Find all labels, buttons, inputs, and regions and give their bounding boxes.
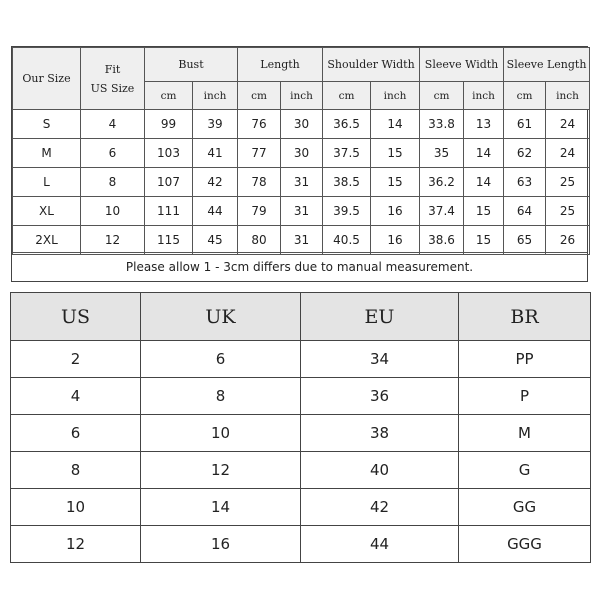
header-sleeve-length: Sleeve Length: [504, 48, 590, 82]
conversion-cell: 34: [301, 341, 459, 378]
size-row: [13, 197, 590, 226]
conversion-cell: 40: [301, 452, 459, 489]
conversion-row: [11, 526, 591, 563]
conversion-row: [11, 378, 591, 415]
unit-cm: cm: [504, 82, 546, 110]
header-uk: UK: [141, 293, 301, 341]
conversion-cell: 6: [141, 341, 301, 378]
size-cell: 39: [193, 110, 238, 139]
size-cell: 37.4: [420, 197, 464, 226]
conversion-cell: 10: [11, 489, 141, 526]
header-us-size: US Size: [90, 81, 135, 95]
conversion-row: [11, 452, 591, 489]
size-cell: 44: [193, 197, 238, 226]
size-cell: 111: [145, 197, 193, 226]
size-cell: 30: [281, 139, 323, 168]
size-cell: 39.5: [323, 197, 371, 226]
size-row: [13, 226, 590, 255]
size-cell: 40.5: [323, 226, 371, 255]
size-cell: 13: [464, 110, 504, 139]
header-shoulder-width: Shoulder Width: [323, 48, 420, 82]
header-us: US: [11, 293, 141, 341]
conversion-cell: 8: [11, 452, 141, 489]
size-cell: 25: [546, 197, 590, 226]
unit-inch: inch: [193, 82, 238, 110]
header-bust: Bust: [145, 48, 238, 82]
header-br: BR: [459, 293, 591, 341]
size-cell: 64: [504, 197, 546, 226]
size-cell: 115: [145, 226, 193, 255]
conversion-cell: 10: [141, 415, 301, 452]
size-cell: 24: [546, 139, 590, 168]
size-row: [13, 139, 590, 168]
size-cell: 14: [464, 139, 504, 168]
size-cell: 38.6: [420, 226, 464, 255]
unit-inch: inch: [464, 82, 504, 110]
conversion-cell: 6: [11, 415, 141, 452]
size-cell: 2XL: [13, 226, 81, 255]
header-our-size: Our Size: [13, 48, 81, 110]
conversion-cell: P: [459, 378, 591, 415]
size-cell: 99: [145, 110, 193, 139]
size-cell: 103: [145, 139, 193, 168]
size-cell: 65: [504, 226, 546, 255]
conversion-cell: 12: [141, 452, 301, 489]
size-cell: 4: [81, 110, 145, 139]
size-cell: 76: [238, 110, 281, 139]
size-cell: M: [13, 139, 81, 168]
measurement-note: Please allow 1 - 3cm differs due to manual measurement.: [12, 252, 587, 281]
size-cell: 15: [371, 139, 420, 168]
size-cell: 61: [504, 110, 546, 139]
conversion-row: [11, 415, 591, 452]
conversion-cell: 12: [11, 526, 141, 563]
size-cell: 14: [371, 110, 420, 139]
conversion-cell: 42: [301, 489, 459, 526]
size-cell: 80: [238, 226, 281, 255]
header-fit: Fit: [104, 62, 121, 76]
size-cell: 33.8: [420, 110, 464, 139]
size-cell: 42: [193, 168, 238, 197]
header-sleeve-width: Sleeve Width: [420, 48, 504, 82]
size-cell: 35: [420, 139, 464, 168]
size-cell: 63: [504, 168, 546, 197]
conversion-cell: GG: [459, 489, 591, 526]
conversion-cell: 8: [141, 378, 301, 415]
header-length: Length: [238, 48, 323, 82]
unit-inch: inch: [371, 82, 420, 110]
conversion-cell: 36: [301, 378, 459, 415]
size-cell: 79: [238, 197, 281, 226]
size-cell: 78: [238, 168, 281, 197]
size-cell: XL: [13, 197, 81, 226]
size-cell: 6: [81, 139, 145, 168]
size-cell: 31: [281, 226, 323, 255]
size-cell: 14: [464, 168, 504, 197]
size-cell: 37.5: [323, 139, 371, 168]
unit-inch: inch: [281, 82, 323, 110]
conversion-cell: M: [459, 415, 591, 452]
size-cell: 107: [145, 168, 193, 197]
size-row: [13, 110, 590, 139]
size-cell: 31: [281, 197, 323, 226]
size-cell: 62: [504, 139, 546, 168]
unit-cm: cm: [420, 82, 464, 110]
size-cell: 10: [81, 197, 145, 226]
header-fit-us-size: [81, 48, 145, 110]
size-cell: 15: [464, 197, 504, 226]
size-cell: 15: [464, 226, 504, 255]
size-cell: 16: [371, 197, 420, 226]
conversion-cell: 38: [301, 415, 459, 452]
unit-cm: cm: [323, 82, 371, 110]
size-conversion-table: [10, 292, 591, 563]
unit-cm: cm: [238, 82, 281, 110]
size-cell: 25: [546, 168, 590, 197]
size-cell: 36.5: [323, 110, 371, 139]
conversion-cell: 14: [141, 489, 301, 526]
size-chart-table: [11, 46, 588, 282]
size-cell: S: [13, 110, 81, 139]
conversion-cell: 2: [11, 341, 141, 378]
size-cell: 30: [281, 110, 323, 139]
conversion-cell: 4: [11, 378, 141, 415]
conversion-cell: 16: [141, 526, 301, 563]
size-cell: 41: [193, 139, 238, 168]
size-cell: 38.5: [323, 168, 371, 197]
header-eu: EU: [301, 293, 459, 341]
size-cell: 15: [371, 168, 420, 197]
unit-inch: inch: [546, 82, 590, 110]
size-cell: 24: [546, 110, 590, 139]
conversion-cell: GGG: [459, 526, 591, 563]
size-cell: 12: [81, 226, 145, 255]
size-cell: 31: [281, 168, 323, 197]
size-cell: 45: [193, 226, 238, 255]
size-cell: 26: [546, 226, 590, 255]
size-cell: L: [13, 168, 81, 197]
conversion-row: [11, 489, 591, 526]
size-cell: 8: [81, 168, 145, 197]
size-cell: 77: [238, 139, 281, 168]
size-cell: 16: [371, 226, 420, 255]
conversion-cell: 44: [301, 526, 459, 563]
size-cell: 36.2: [420, 168, 464, 197]
conversion-row: [11, 341, 591, 378]
conversion-cell: G: [459, 452, 591, 489]
size-row: [13, 168, 590, 197]
unit-cm: cm: [145, 82, 193, 110]
conversion-cell: PP: [459, 341, 591, 378]
